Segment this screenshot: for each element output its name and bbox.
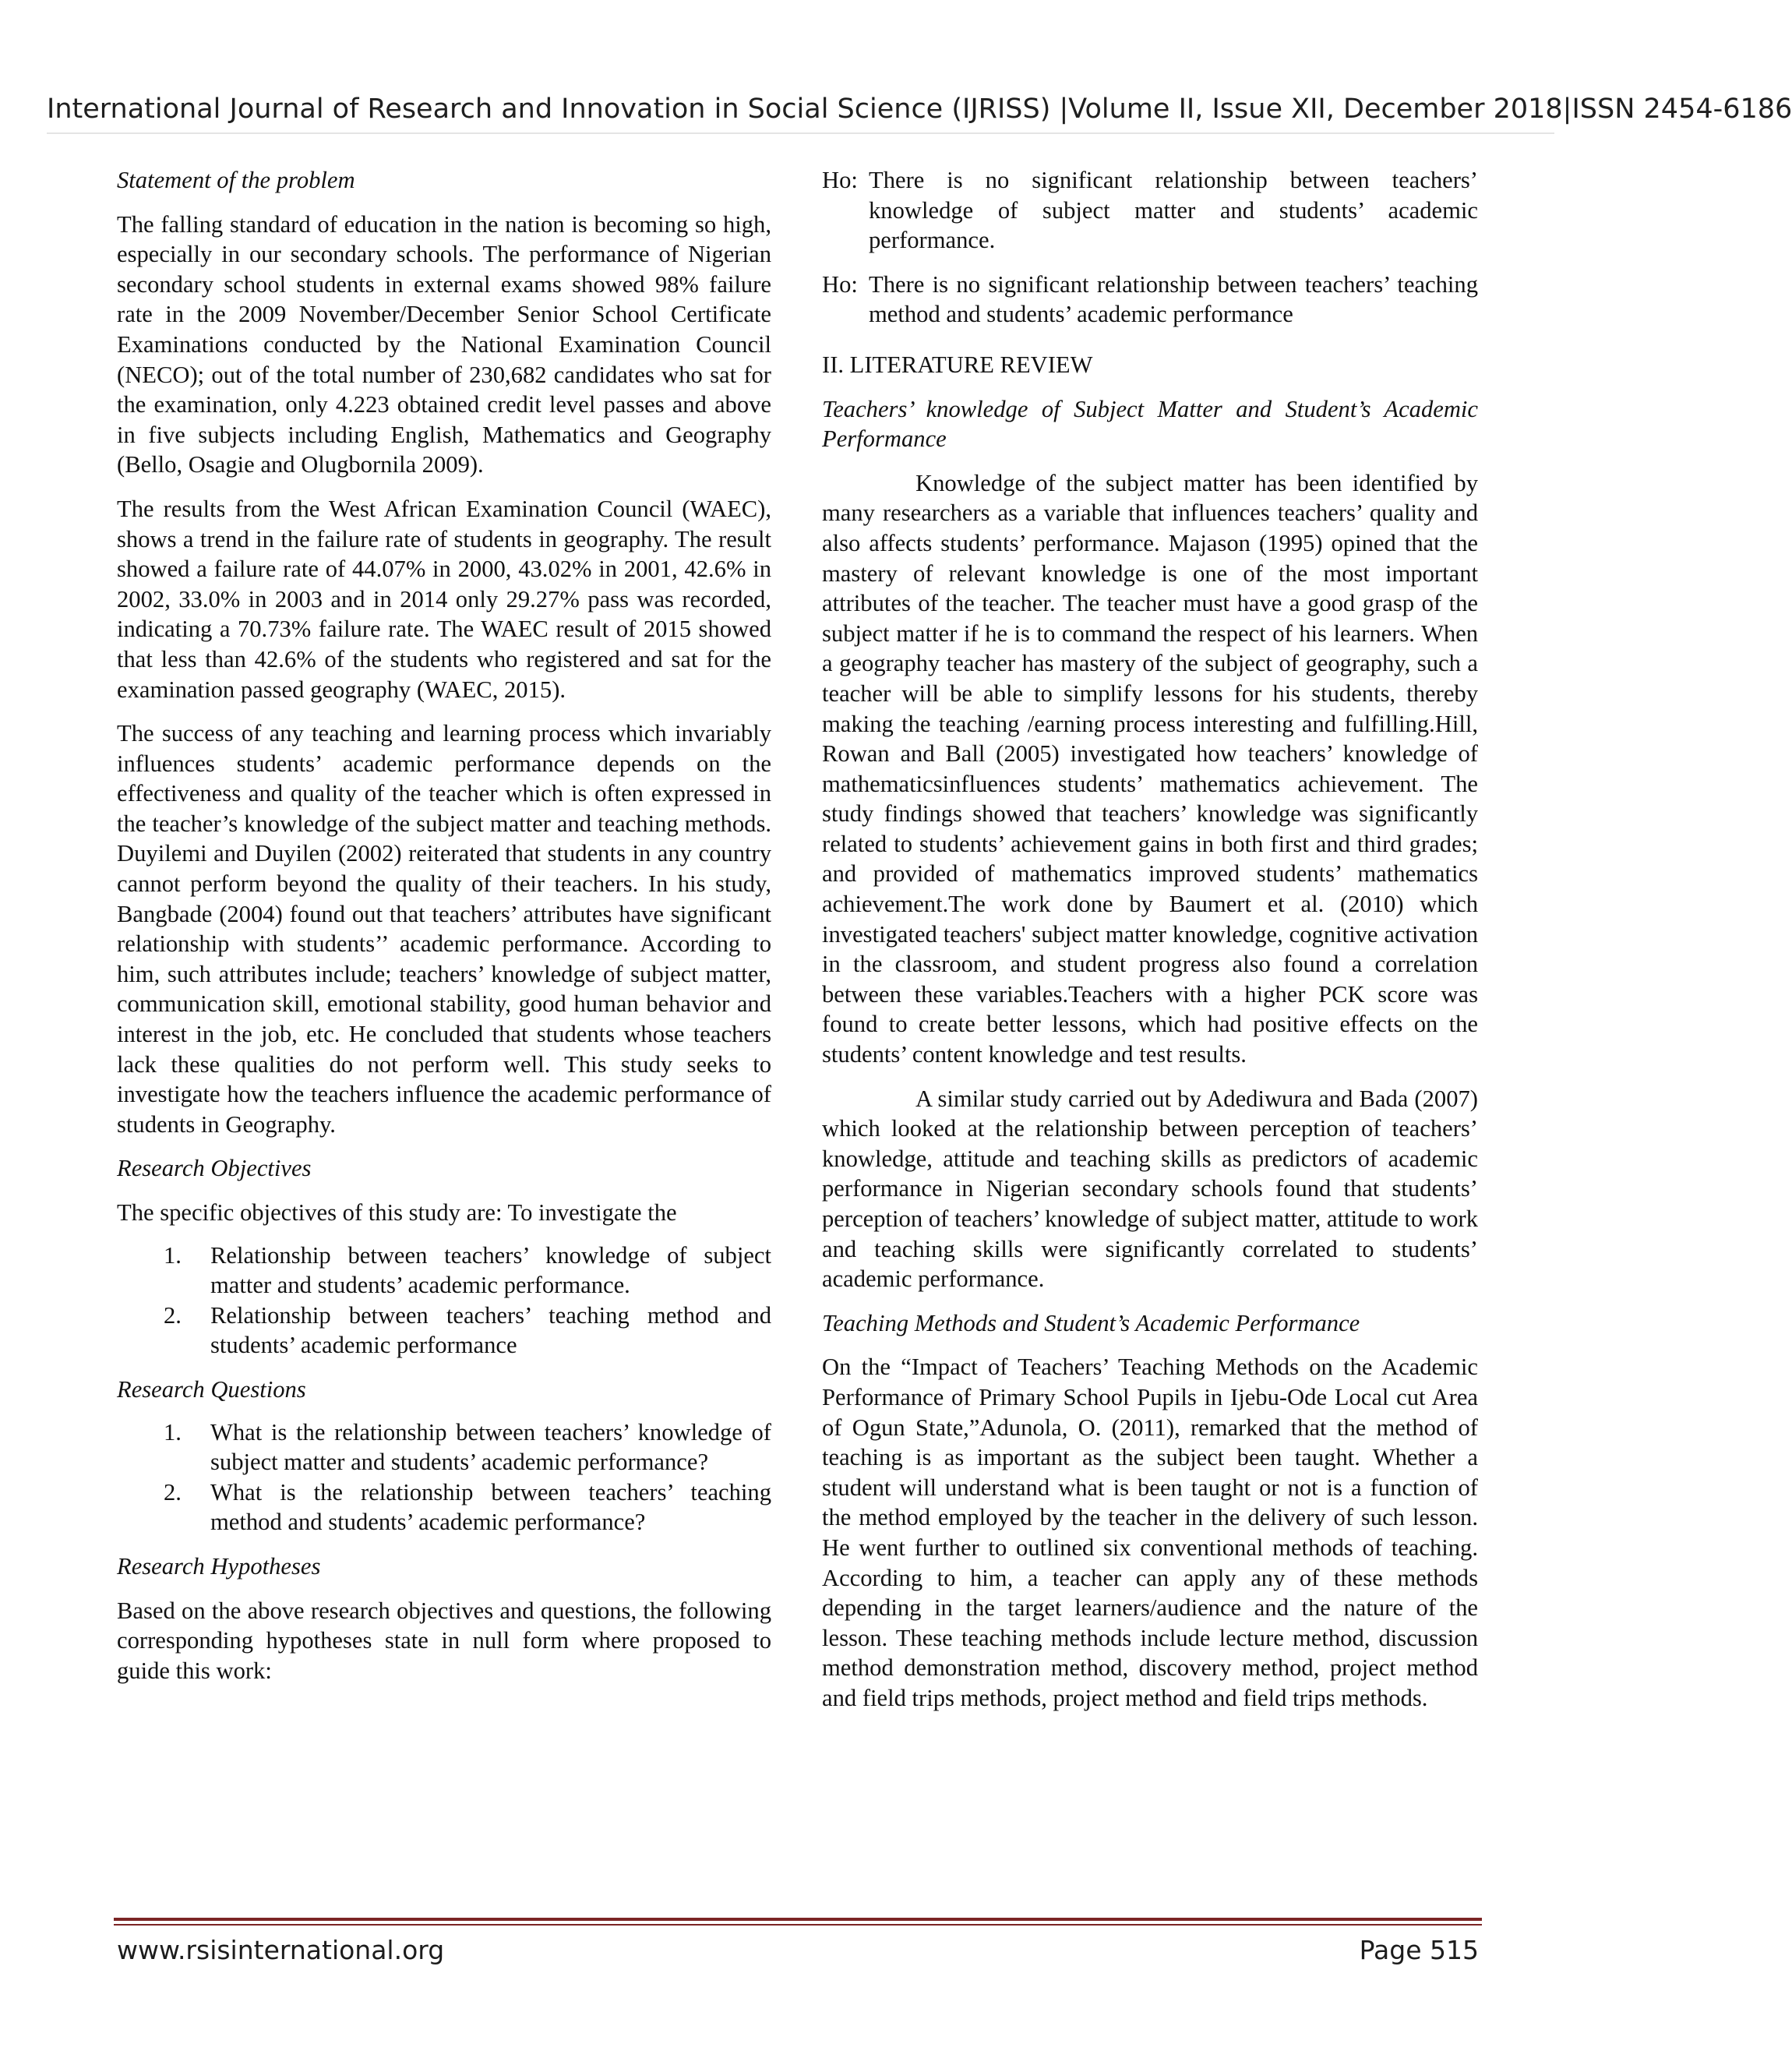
left-column	[117, 165, 771, 1686]
objectives-list	[117, 1241, 771, 1361]
list-item	[117, 1477, 771, 1537]
hypothesis-lead: Ho:	[822, 167, 858, 193]
hypotheses-intro: Based on the above research objectives and questions, the following corresponding hypotheses state in null form where proposed to guide this work:	[117, 1597, 771, 1684]
knowledge-paragraph-2: A similar study carried out by Adediwura and Bada (2007) which looked at the relationship between perception of teachers’ knowledge, attitude and teaching skills as predictors of academic performance in Nigerian secondary schools found that students’ perception of teachers’ knowledge of subject matter, attitude to work and teaching skills were significantly correlated to students’ academic performance.	[822, 1085, 1478, 1293]
footer-website: www.rsisinternational.org	[117, 1935, 445, 1965]
right-column	[822, 165, 1478, 1714]
knowledge-paragraph-1: Knowledge of the subject matter has been identified by many researchers as a variable that influences teachers’ quality and also affects students’ performance. Majason (1995) opined that the mastery of relevant knowledge is one of the most important attributes of the teacher. The teacher must have a good grasp of the subject matter if he is to command the respect of his learners. When a geography teacher has mastery of the subject of geography, such a teacher will be able to simplify lessons for his students, thereby making the teaching /earning process interesting and fulfilling.Hill, Rowan and Ball (2005) investigated how teachers’ knowledge of mathematicsinfluences students’ mathematics achievement. The study findings showed that teachers’ knowledge was significantly related to students’ achievement gains in both first and third grades; and provided of mathematics improved students’ mathematics achievement.The work done by Baumert et al. (2010) which investigated teachers' subject matter knowledge, cognitive activation in the classroom, and student progress also found a correlation between these variables.Teachers with a higher PCK score was found to create better lessons, which had positive effects on the students’ content knowledge and test results.	[822, 469, 1478, 1068]
subsection-heading-methods: Teaching Methods and Student’s Academic Performance	[822, 1309, 1360, 1336]
list-number: 1.	[164, 1418, 182, 1446]
list-item-text: What is the relationship between teachers’ teaching method and students’ academic performance?	[210, 1478, 771, 1536]
list-number: 2.	[164, 1301, 182, 1329]
subsection-heading-knowledge: Teachers’ knowledge of Subject Matter and Student’s Academic Performance	[822, 395, 1478, 453]
footer-divider-thick	[114, 1918, 1482, 1921]
list-item-text: Relationship between teachers’ knowledge of subject matter and students’ academic performance.	[210, 1241, 771, 1299]
list-item-text: What is the relationship between teachers’ knowledge of subject matter and students’ academic performance?	[210, 1418, 771, 1476]
hypothesis-2	[822, 270, 1478, 330]
footer-page-number: Page 515	[1359, 1935, 1479, 1965]
section-title: II. LITERATURE REVIEW	[822, 351, 1093, 378]
objectives-heading: Research Objectives	[117, 1155, 312, 1182]
footer-divider-thin	[114, 1924, 1482, 1926]
questions-heading: Research Questions	[117, 1375, 306, 1403]
hypothesis-lead: Ho:	[822, 270, 858, 298]
methods-paragraph-1: On the “Impact of Teachers’ Teaching Methods on the Academic Performance of Primary School Pupils in Ijebu-Ode Local cut Area of Ogun State,”Adunola, O. (2011), remarked that the method of teaching is as important as the subject been taught. Whether a student will understand what is been taught or not is a function of the method employed by the teacher in the delivery of such lesson. He went further to outlined six conventional methods of teaching. According to him, a teacher can apply any of these methods depending in the target learners/audience and the nature of the lesson. These teaching methods include lecture method, discussion method demonstration method, discovery method, project method and field trips methods, project method and field trips methods.	[822, 1354, 1478, 1711]
list-item	[117, 1241, 771, 1301]
list-number: 2.	[164, 1478, 182, 1506]
statement-paragraph-3: The success of any teaching and learning process which invariably influences students’ academic performance depends on the effectiveness and quality of the teacher which is often expressed in the teacher’s knowledge of the subject matter and teaching methods. Duyilemi and Duyilen (2002) reiterated that students in any country cannot perform beyond the quality of their teachers. In his study, Bangbade (2004) found out that teachers’ attributes have significant relationship with students’’ academic performance. According to him, such attributes include; teachers’ knowledge of subject matter, communication skill, emotional stability, good human behavior and interest in the job, etc. He concluded that students whose teachers lack these qualities do not perform well. This study seeks to investigate how the teachers influence the academic performance of students in Geography.	[117, 720, 771, 1138]
statement-paragraph-2: The results from the West African Examination Council (WAEC), shows a trend in the failure rate of students in geography. The result showed a failure rate of 44.07% in 2000, 43.02% in 2001, 42.6% in 2002, 33.0% in 2003 and in 2014 only 29.27% pass was recorded, indicating a 70.73% failure rate. The WAEC result of 2015 showed that less than 42.6% of the students who registered and sat for the examination passed geography (WAEC, 2015).	[117, 495, 771, 703]
list-item	[117, 1301, 771, 1361]
hypothesis-1	[822, 165, 1478, 256]
objectives-intro: The specific objectives of this study are: To investigate the	[117, 1199, 677, 1226]
statement-heading: Statement of the problem	[117, 167, 355, 193]
running-header: International Journal of Research and Innovation in Social Science (IJRISS) |Volume II, Issue XII, December 2018|ISSN 2454-6186	[47, 94, 1792, 125]
list-item	[117, 1417, 771, 1477]
hypotheses-heading: Research Hypotheses	[117, 1552, 321, 1580]
list-number: 1.	[164, 1241, 182, 1269]
list-item-text: Relationship between teachers’ teaching method and students’ academic performance	[210, 1301, 771, 1359]
hypothesis-text: There is no significant relationship between teachers’ teaching method and students’ academic performance	[869, 270, 1478, 328]
questions-list	[117, 1417, 771, 1537]
header-divider	[47, 132, 1554, 134]
statement-paragraph-1: The falling standard of education in the nation is becoming so high, especially in our secondary schools. The performance of Nigerian secondary school students in external exams showed 98% failure rate in the 2009 November/December Senior School Certificate Examinations conducted by the National Examination Council (NECO); out of the total number of 230,682 candidates who sat for the examination, only 4.223 obtained credit level passes and above in five subjects including English, Mathematics and Geography (Bello, Osagie and Olugbornila 2009).	[117, 210, 771, 478]
hypothesis-text: There is no significant relationship between teachers’ knowledge of subject matter and students’ academic performance.	[869, 167, 1478, 254]
